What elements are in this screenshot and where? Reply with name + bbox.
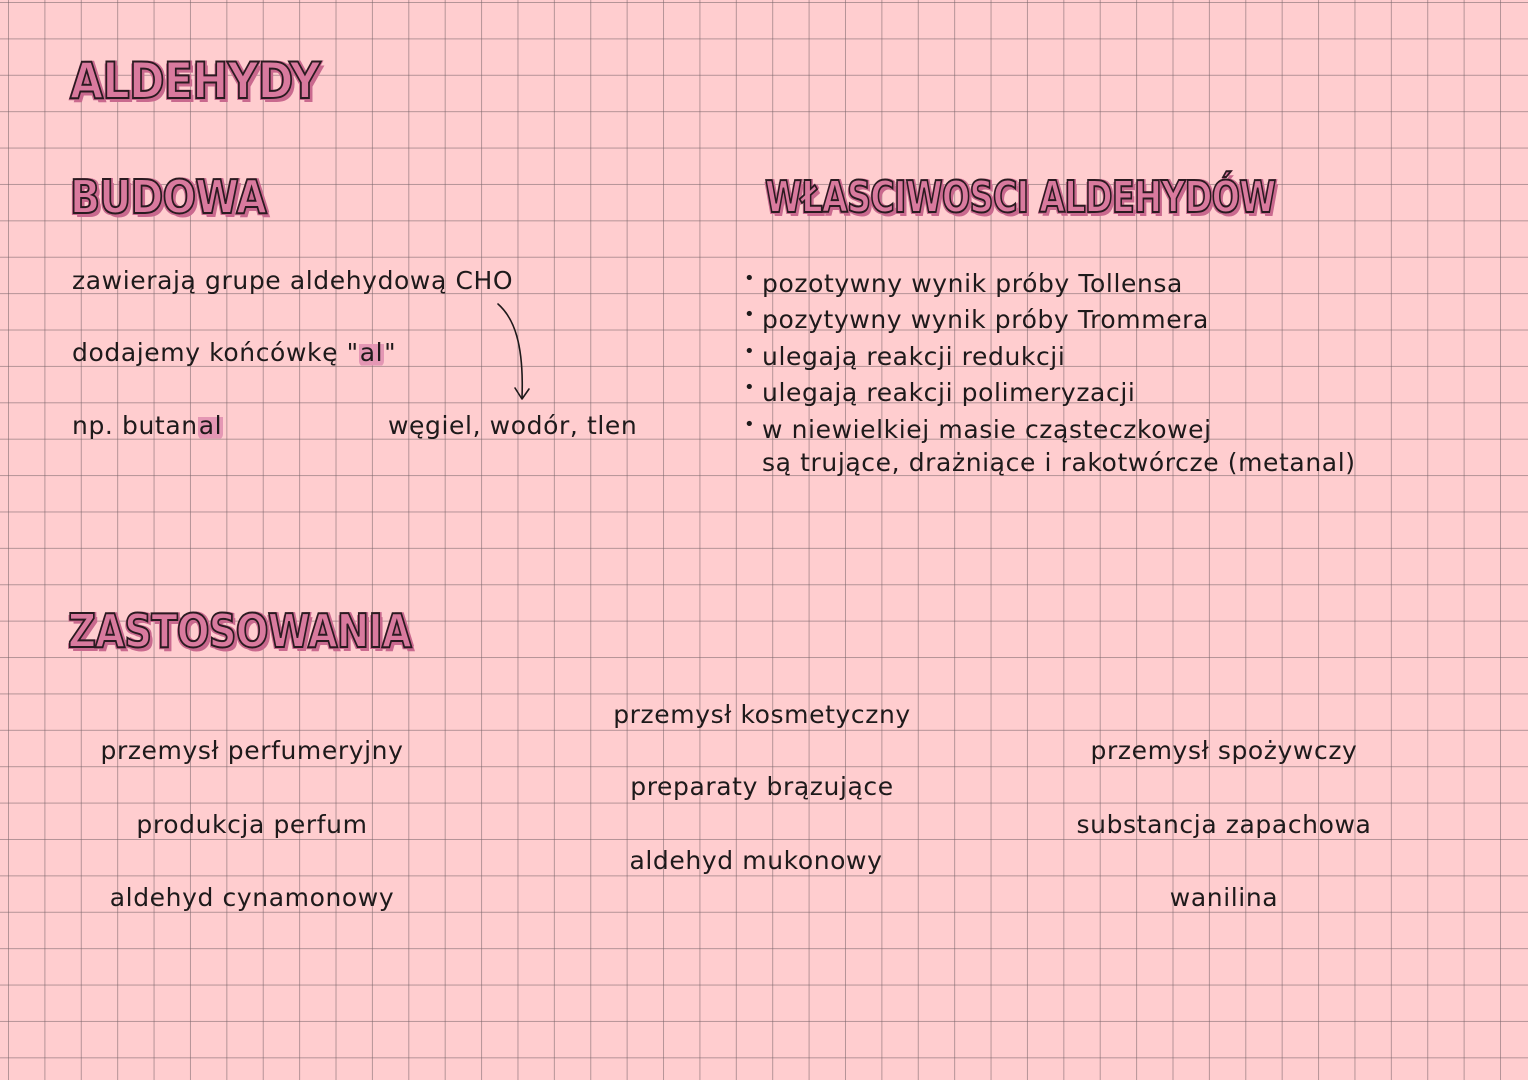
bullet-icon: •	[744, 377, 756, 399]
column-1-industry: przemysł perfumeryjny	[100, 736, 404, 765]
zastosowania-heading: ZASTOSOWANIA	[68, 604, 411, 658]
bullet-icon: •	[744, 340, 756, 362]
column-1-use: produkcja perfum	[136, 810, 368, 839]
budowa-line-3-prefix: np. butan	[72, 411, 198, 440]
list-item-text: pozotywny wynik próby Tollensa	[762, 269, 1183, 298]
column-2-industry: przemysł kosmetyczny	[613, 700, 911, 729]
example-highlight: al	[198, 411, 223, 440]
budowa-line-3	[72, 411, 223, 441]
budowa-line-2	[72, 338, 396, 368]
bullet-icon: •	[744, 413, 756, 435]
list-item	[742, 339, 1212, 375]
list-item-continuation: są trujące, drażniące i rakotwórcze (metanal)	[762, 448, 1356, 477]
properties-list	[742, 266, 1212, 448]
bullet-icon: •	[744, 268, 756, 289]
wlasciwosci-heading: WŁASCIWOSCI ALDEHYDÓW	[765, 172, 1276, 223]
column-3-industry: przemysł spożywczy	[1090, 736, 1358, 765]
column-1-compound: aldehyd cynamonowy	[109, 883, 395, 912]
list-item	[742, 302, 1212, 338]
list-item	[742, 375, 1212, 411]
list-item-text: ulegają reakcji polimeryzacji	[762, 378, 1136, 408]
budowa-line-2-prefix: dodajemy końcówkę "	[72, 338, 359, 367]
list-item-text: w niewielkiej masie cząsteczkowej	[762, 414, 1212, 444]
budowa-line-1: zawierają grupe aldehydową CHO	[72, 266, 514, 295]
curved-arrow-icon	[490, 300, 540, 404]
list-item-text: pozytywny wynik próby Trommera	[762, 305, 1209, 335]
budowa-line-2-suffix: "	[384, 338, 397, 367]
column-3-use: substancja zapachowa	[1076, 810, 1372, 839]
column-2-use: preparaty brązujące	[630, 772, 894, 801]
bullet-icon: •	[744, 304, 756, 326]
list-item-text: ulegają reakcji redukcji	[762, 341, 1066, 371]
suffix-highlight: al	[359, 338, 384, 367]
budowa-heading: BUDOWA	[70, 170, 267, 224]
column-2-compound: aldehyd mukonowy	[629, 846, 883, 875]
column-3-compound: wanilina	[1169, 883, 1279, 912]
page-title: ALDEHYDY	[70, 52, 320, 110]
list-item	[742, 266, 1212, 302]
elements-note: węgiel, wodór, tlen	[388, 411, 638, 440]
list-item	[742, 412, 1212, 448]
